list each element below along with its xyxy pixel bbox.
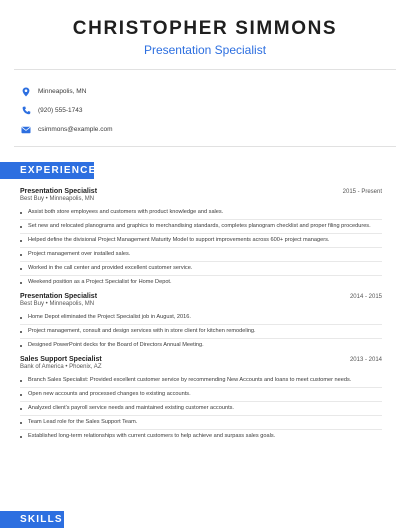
job-title: Presentation Specialist xyxy=(20,293,98,300)
job-dates: 2013 - 2014 xyxy=(349,357,382,363)
divider xyxy=(14,69,396,70)
section-heading-experience: EXPERIENCE xyxy=(0,162,94,179)
list-item: Set new and relocated planograms and graphics to merchandising standards, completes planogram checklist and proper filing procedures. xyxy=(20,220,382,234)
contact-email-text: csimmons@example.com xyxy=(38,126,113,133)
section-heading-skills: SKILLS xyxy=(0,511,64,528)
divider xyxy=(14,146,396,147)
job-entry xyxy=(20,188,382,289)
job-company-line: Best Buy • Minneapolis, MN xyxy=(20,301,95,307)
job-title: Sales Support Specialist xyxy=(20,356,102,363)
list-item: Project management, consult and design services with in store client for kitchen remodeling. xyxy=(20,325,382,339)
contact-location xyxy=(20,82,113,101)
job-location: Phoenix, AZ xyxy=(69,364,102,370)
list-item: Worked in the call center and provided excellent customer service. xyxy=(20,262,382,276)
job-bullets xyxy=(20,206,382,289)
job-dates: 2014 - 2015 xyxy=(349,294,382,300)
job-bullets xyxy=(20,311,382,352)
list-item: Branch Sales Specialist: Provided excellent customer service by recommending New Accounts and loans to meet customer needs. xyxy=(20,374,382,388)
list-item: Helped define the divisional Project Management Maturity Model to support improvements across 600+ project managers. xyxy=(20,234,382,248)
job-company: Bank of America xyxy=(20,364,64,370)
job-company: Best Buy xyxy=(20,301,45,307)
list-item: Project management over installed sales. xyxy=(20,248,382,262)
list-item: Open new accounts and processed changes to existing accounts. xyxy=(20,388,382,402)
job-location: Minneapolis, MN xyxy=(49,196,95,202)
list-item: Established long-term relationships with current customers to help achieve and surpass sales goals. xyxy=(20,430,382,443)
job-bullets xyxy=(20,374,382,443)
list-item: Analyzed client's payroll service needs and maintained existing customer accounts. xyxy=(20,402,382,416)
contact-email xyxy=(20,120,113,139)
resume-header xyxy=(0,0,410,57)
job-entry xyxy=(20,356,382,443)
list-item: Team Lead role for the Sales Support Team. xyxy=(20,416,382,430)
job-entry xyxy=(20,293,382,352)
contact-phone xyxy=(20,101,113,120)
email-icon xyxy=(20,124,32,136)
job-dates: 2015 - Present xyxy=(342,189,382,195)
job-title: Presentation Specialist xyxy=(20,188,98,195)
list-item: Assist both store employees and customers with product knowledge and sales. xyxy=(20,206,382,220)
location-pin-icon xyxy=(20,86,32,98)
contact-list xyxy=(20,82,113,139)
list-item: Home Depot eliminated the Project Specialist job in August, 2016. xyxy=(20,311,382,325)
list-item: Weekend position as a Project Specialist for Home Depot. xyxy=(20,276,382,289)
candidate-name: CHRISTOPHER SIMMONS xyxy=(72,18,338,39)
candidate-title: Presentation Specialist xyxy=(143,43,267,57)
contact-location-text: Minneapolis, MN xyxy=(38,88,87,95)
contact-phone-text: (920) 555-1743 xyxy=(38,107,83,114)
experience-list xyxy=(20,188,382,447)
job-company: Best Buy xyxy=(20,196,45,202)
list-item: Designed PowerPoint decks for the Board of Directors Annual Meeting. xyxy=(20,339,382,352)
phone-icon xyxy=(20,105,32,117)
job-company-line: Best Buy • Minneapolis, MN xyxy=(20,196,95,202)
job-location: Minneapolis, MN xyxy=(49,301,95,307)
job-company-line: Bank of America • Phoenix, AZ xyxy=(20,364,102,370)
